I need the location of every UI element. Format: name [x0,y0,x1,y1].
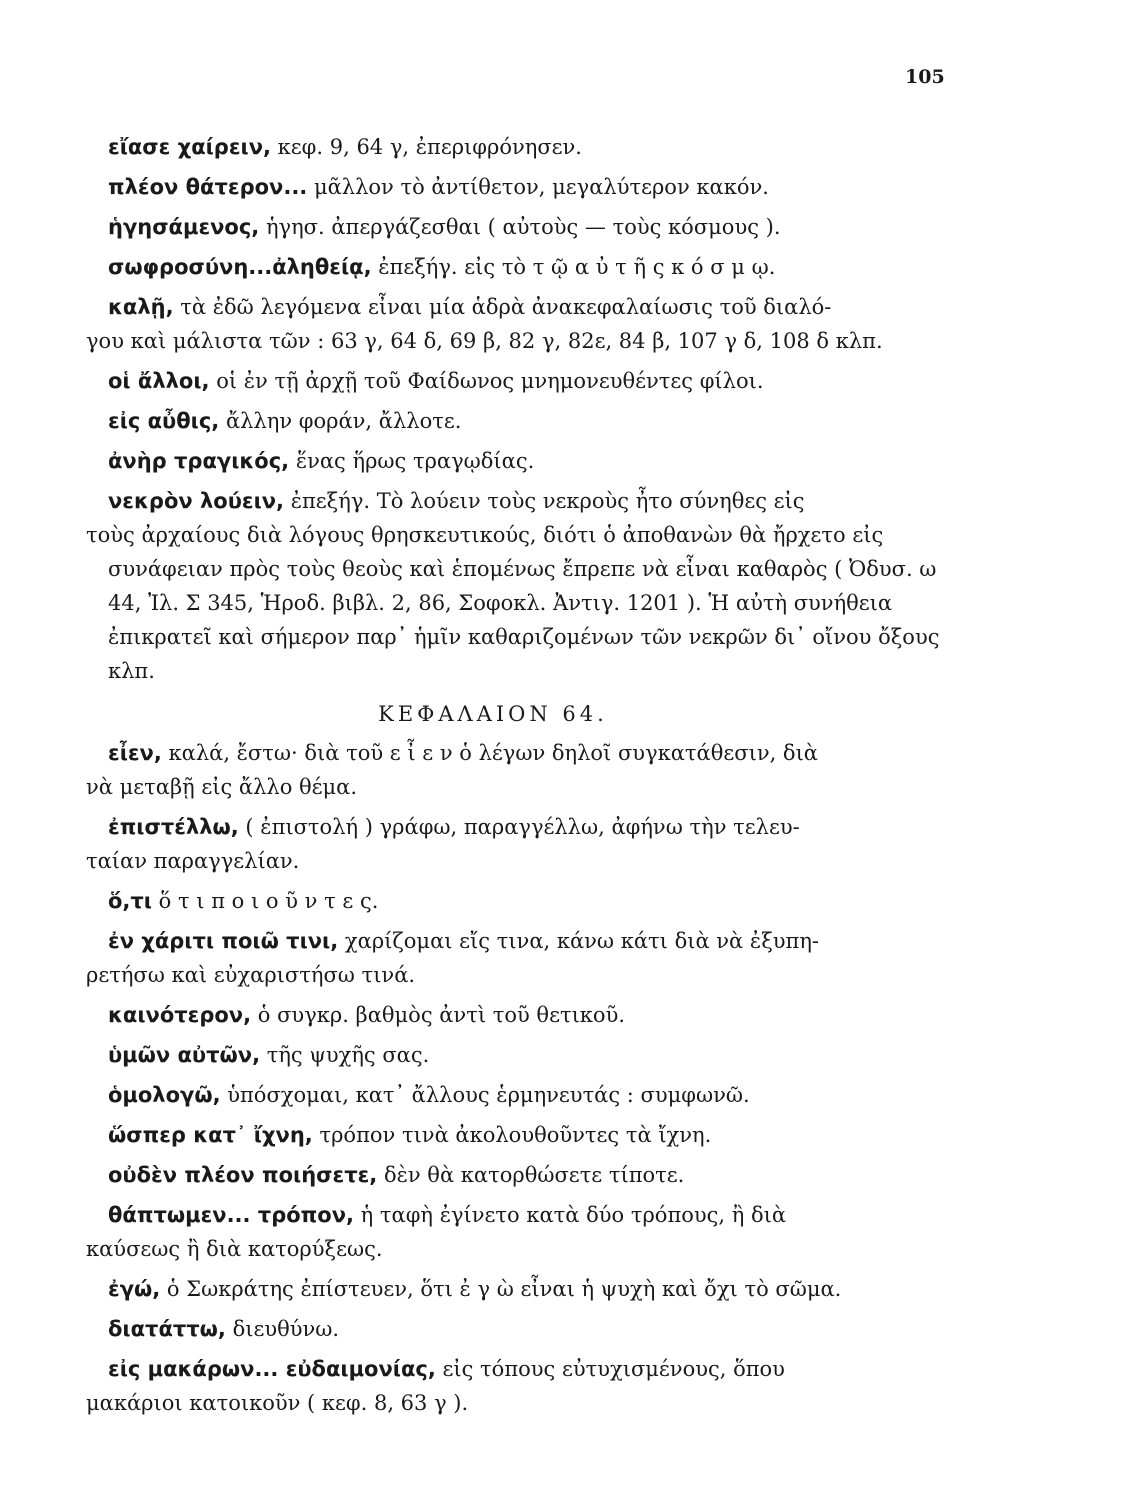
glossary-entry [108,250,958,284]
entry-term: πλέον θάτερον... [108,175,308,199]
glossary-entry [108,1272,958,1306]
entry-definition: εἰς τόπους εὐτυχισμένους, ὅπου [435,1357,785,1381]
entry-continuation: καύσεως ἢ διὰ κατορύξεως. [86,1237,383,1261]
glossary-entry [86,810,958,878]
entry-definition: τρόπον τινὰ ἀκολουθοῦντες τὰ ἴχνη. [312,1123,712,1147]
entry-term: σωφροσύνη...ἀληθείᾳ, [108,255,372,279]
entry-definition: ἕνας ἥρως τραγῳδίας. [289,449,535,473]
glossary-entry [86,924,958,992]
entry-definition: ἡγησ. ἀπεργάζεσθαι ( αὐτοὺς — τοὺς κόσμους ). [259,215,781,239]
entry-term: διατάττω, [108,1317,226,1341]
entry-definition: ἐπεξήγ. εἰς τὸ τ ῷ α ὐ τ ῆ ς κ ό σ μ ῳ. [371,255,776,279]
entry-definition: οἱ ἐν τῇ ἀρχῇ τοῦ Φαίδωνος μνημονευθέντες φίλοι. [209,369,764,393]
entry-term: ὥσπερ κατ᾽ ἴχνη, [108,1123,313,1147]
entry-term: ἐν χάριτι ποιῶ τινι, [108,929,339,953]
entry-term: ἀνὴρ τραγικός, [108,449,290,473]
glossary-entry [86,484,958,688]
glossary-entry [108,884,958,918]
page-body [86,130,958,1426]
glossary-entry [86,290,958,358]
entry-term: εἰς αὖθις, [108,409,220,433]
entry-term: εἶεν, [108,741,162,765]
section-heading: ΚΕΦΑΛΑΙΟΝ 64. [378,702,608,726]
entry-term: ἡγησάμενος, [108,215,260,239]
glossary-entry [108,170,958,204]
entry-term: εἴασε χαίρειν, [108,135,271,159]
entry-term: ἐγώ, [108,1277,161,1301]
entry-definition: διευθύνω. [225,1317,340,1341]
glossary-group-after [86,736,958,1420]
entry-term: οἱ ἄλλοι, [108,369,210,393]
glossary-group-before [86,130,958,688]
entry-definition: ( ἐπιστολή ) γράφω, παραγγέλλω, ἀφήνω τὴν τελευ- [238,815,800,839]
glossary-entry [108,404,958,438]
glossary-entry [86,1352,958,1420]
entry-definition: κεφ. 9, 64 γ, ἐπεριφρόνησεν. [271,135,582,159]
entry-term: ὁμολογῶ, [108,1083,221,1107]
glossary-entry [108,1118,958,1152]
entry-continuation: ρετήσω καὶ εὐχαριστήσω τινά. [86,963,416,987]
entry-continuation: νὰ μεταβῇ εἰς ἄλλο θέμα. [86,775,358,799]
entry-term: οὐδὲν πλέον ποιήσετε, [108,1163,378,1187]
entry-definition: μᾶλλον τὸ ἀντίθετον, μεγαλύτερον κακόν. [307,175,769,199]
glossary-entry [108,364,958,398]
glossary-entry [86,1198,958,1266]
glossary-entry [108,1312,958,1346]
entry-definition: ὅ τ ι π ο ι ο ῦ ν τ ε ς. [152,889,379,913]
entry-definition: ἄλλην φοράν, ἄλλοτε. [219,409,462,433]
entry-term: καλῇ, [108,295,174,319]
entry-continuation: ταίαν παραγγελίαν. [86,849,300,873]
entry-continuation: τοὺς ἀρχαίους διὰ λόγους θρησκευτικούς, διότι ὁ ἀποθανὼν θὰ ἤρχετο εἰς συνάφειαν πρὸς τοὺς θεοὺς καὶ ἑπομένως ἔπρεπε νὰ εἶναι καθαρὸς ( Ὀδυσ. ω 44, Ἰλ. Σ 345, Ἡροδ. βιβλ. 2, 86, Σοφοκλ. Ἀντιγ. 1201 ). Ἡ αὐτὴ συνήθεια ἐπικρατεῖ καὶ σήμερον παρ᾽ ἡμῖν καθαριζομένων τῶν νεκρῶν δι᾽ οἴνου ὄξους κλπ. [86,523,940,683]
entry-definition: ἡ ταφὴ ἐγίνετο κατὰ δύο τρόπους, ἢ διὰ [354,1203,787,1227]
entry-term: καινότερον, [108,1003,252,1027]
glossary-entry [108,1158,958,1192]
entry-definition: ὁ συγκρ. βαθμὸς ἀντὶ τοῦ θετικοῦ. [251,1003,626,1027]
glossary-entry [108,210,958,244]
entry-term: ὑμῶν αὐτῶν, [108,1043,261,1067]
entry-definition: χαρίζομαι εἴς τινα, κάνω κάτι διὰ νὰ ἐξυπη- [338,929,819,953]
glossary-entry [108,1078,958,1112]
glossary-entry [108,130,958,164]
entry-definition: ὁ Σωκράτης ἐπίστευεν, ὅτι ἐ γ ὼ εἶναι ἡ ψυχὴ καὶ ὄχι τὸ σῶμα. [160,1277,842,1301]
glossary-entry [86,736,958,804]
glossary-entry [108,998,958,1032]
entry-term: θάπτωμεν... τρόπον, [108,1203,354,1227]
entry-continuation: γου καὶ μάλιστα τῶν : 63 γ, 64 δ, 69 β, 82 γ, 82ε, 84 β, 107 γ δ, 108 δ κλπ. [86,329,883,353]
entry-term: εἰς μακάρων... εὐδαιμονίας, [108,1357,436,1381]
entry-definition: τὰ ἐδῶ λεγόμενα εἶναι μία ἁδρὰ ἀνακεφαλαίωσις τοῦ διαλό- [173,295,832,319]
entry-definition: τῆς ψυχῆς σας. [260,1043,430,1067]
entry-term: ἐπιστέλλω, [108,815,239,839]
page-number: 105 [905,66,945,88]
entry-continuation: μακάριοι κατοικοῦν ( κεφ. 8, 63 γ ). [86,1391,469,1415]
glossary-entry [108,444,958,478]
entry-definition: δὲν θὰ κατορθώσετε τίποτε. [377,1163,685,1187]
entry-definition: ἐπεξήγ. Τὸ λούειν τοὺς νεκροὺς ἦτο σύνηθες εἰς [284,489,805,513]
entry-definition: ὑπόσχομαι, κατ᾽ ἄλλους ἑρμηνευτάς : συμφωνῶ. [220,1083,750,1107]
entry-term: νεκρὸν λούειν, [108,489,285,513]
entry-term: ὅ,τι [108,889,152,913]
entry-definition: καλά, ἔστω· διὰ τοῦ ε ἶ ε ν ὁ λέγων δηλοῖ συγκατάθεσιν, διὰ [161,741,818,765]
glossary-entry [108,1038,958,1072]
